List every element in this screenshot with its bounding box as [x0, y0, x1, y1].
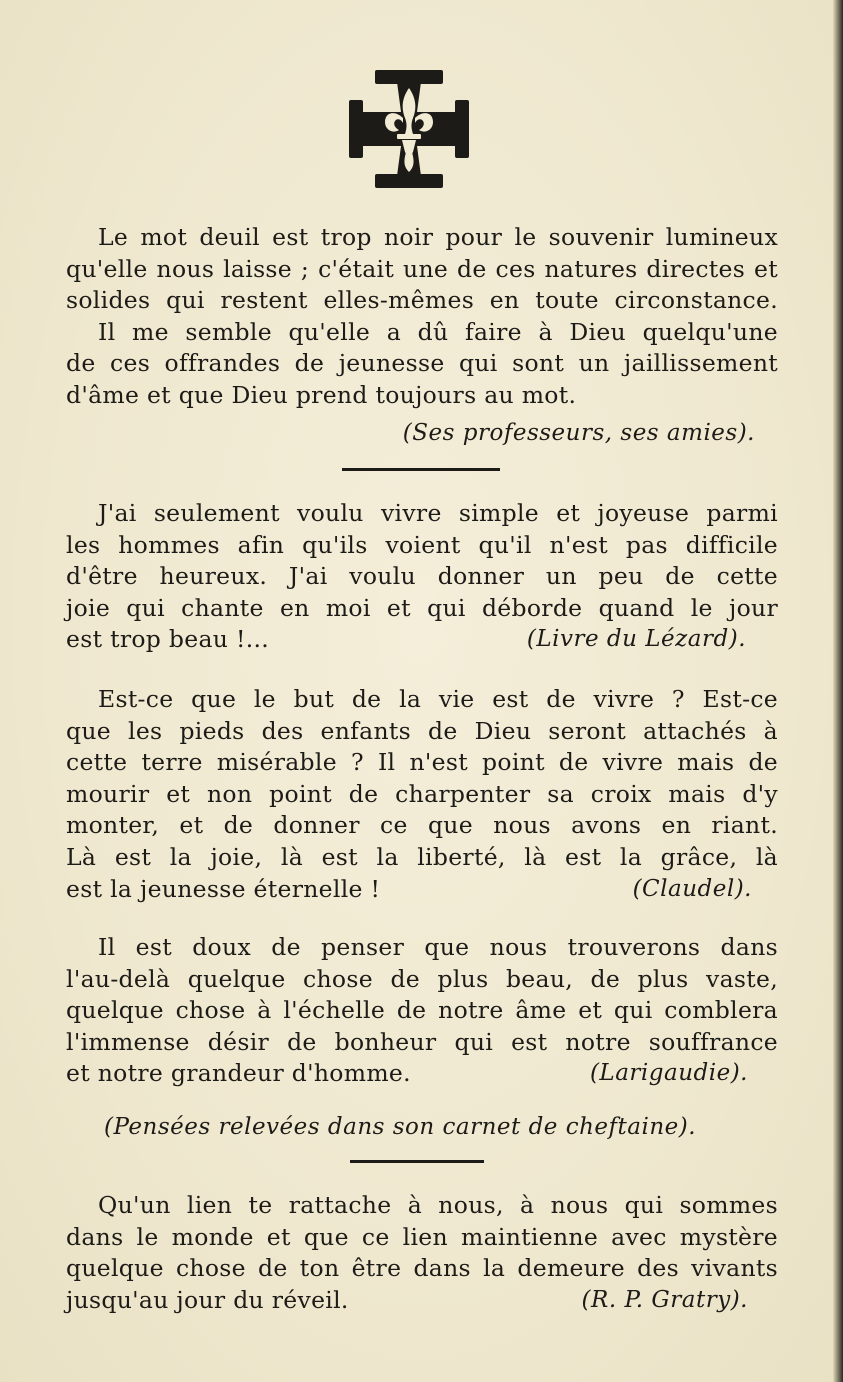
quote-line: les hommes afin qu'ils voient qu'il n'est pas difficile: [66, 530, 778, 559]
quote-final-row: [66, 1285, 778, 1317]
quote-line: dans le monde et que ce lien maintienne avec mystère: [66, 1222, 778, 1251]
scout-cross-icon: [347, 68, 471, 190]
quote-final-row: [66, 624, 778, 656]
card-edge: [833, 0, 843, 1382]
quote-line: quelque chose à l'échelle de notre âme et qui comblera: [66, 996, 778, 1025]
quote-line: joie qui chante en moi et qui déborde quand le jour: [66, 593, 778, 622]
quote-line: est trop beau !...: [66, 625, 270, 654]
quote-line: l'immense désir de bonheur qui est notre souffrance: [66, 1027, 778, 1056]
quote-line: que les pieds des enfants de Dieu seront attachés à: [66, 716, 778, 745]
quote-line: J'ai seulement voulu vivre simple et joyeuse parmi: [98, 499, 778, 527]
divider: [350, 1160, 484, 1163]
quote-2: [66, 498, 778, 656]
quote-5: [66, 1190, 778, 1316]
quote-line: Il est doux de penser que nous trouverons dans: [98, 933, 778, 961]
quote-line: cette terre misérable ? Il n'est point de vivre mais de: [66, 748, 778, 777]
quote-line: de ces offrandes de jeunesse qui sont un jaillissement: [66, 349, 778, 378]
citation: (Ses professeurs, ses amies).: [402, 420, 755, 446]
citation: (Livre du Lézard).: [526, 626, 746, 653]
quote-line: qu'elle nous laisse ; c'était une de ces natures directes et: [66, 254, 778, 283]
quote-final-row: [66, 874, 778, 906]
quote-line: Là est la joie, là est la liberté, là est la grâce, là: [66, 842, 778, 871]
quote-line: monter, et de donner ce que nous avons en riant.: [66, 811, 778, 840]
quote-3: [66, 684, 778, 905]
quote-line: Qu'un lien te rattache à nous, à nous qui sommes: [98, 1191, 778, 1219]
quote-line: et notre grandeur d'homme.: [66, 1059, 411, 1088]
quote-line: l'au-delà quelque chose de plus beau, de plus vaste,: [66, 964, 778, 993]
quote-line: mourir et non point de charpenter sa croix mais d'y: [66, 779, 778, 808]
quote-line: d'être heureux. J'ai voulu donner un peu de cette: [66, 562, 778, 591]
quote-line: jusqu'au jour du réveil.: [66, 1285, 349, 1314]
quote-line: est la jeunesse éternelle !: [66, 874, 381, 903]
citation: (Larigaudie).: [589, 1060, 748, 1087]
quote-line: Il me semble qu'elle a dû faire à Dieu quelqu'une: [98, 317, 778, 346]
divider: [342, 468, 500, 471]
quote-line: Est-ce que le but de la vie est de vivre ? Est-ce: [98, 685, 778, 713]
quote-line: Le mot deuil est trop noir pour le souvenir lumineux: [98, 223, 778, 251]
quote-line: d'âme et que Dieu prend toujours au mot.: [66, 380, 577, 409]
quote-line: quelque chose de ton être dans la demeure des vivants: [66, 1254, 778, 1283]
quote-final-row: [66, 1058, 778, 1090]
quote-4: [66, 932, 778, 1090]
quote-line: solides qui restent elles-mêmes en toute circonstance.: [66, 286, 778, 315]
citation: (R. P. Gratry).: [581, 1286, 748, 1313]
citation: (Claudel).: [632, 875, 752, 902]
source-note: (Pensées relevées dans son carnet de cheftaine).: [104, 1114, 697, 1140]
quote-1: [66, 222, 778, 412]
